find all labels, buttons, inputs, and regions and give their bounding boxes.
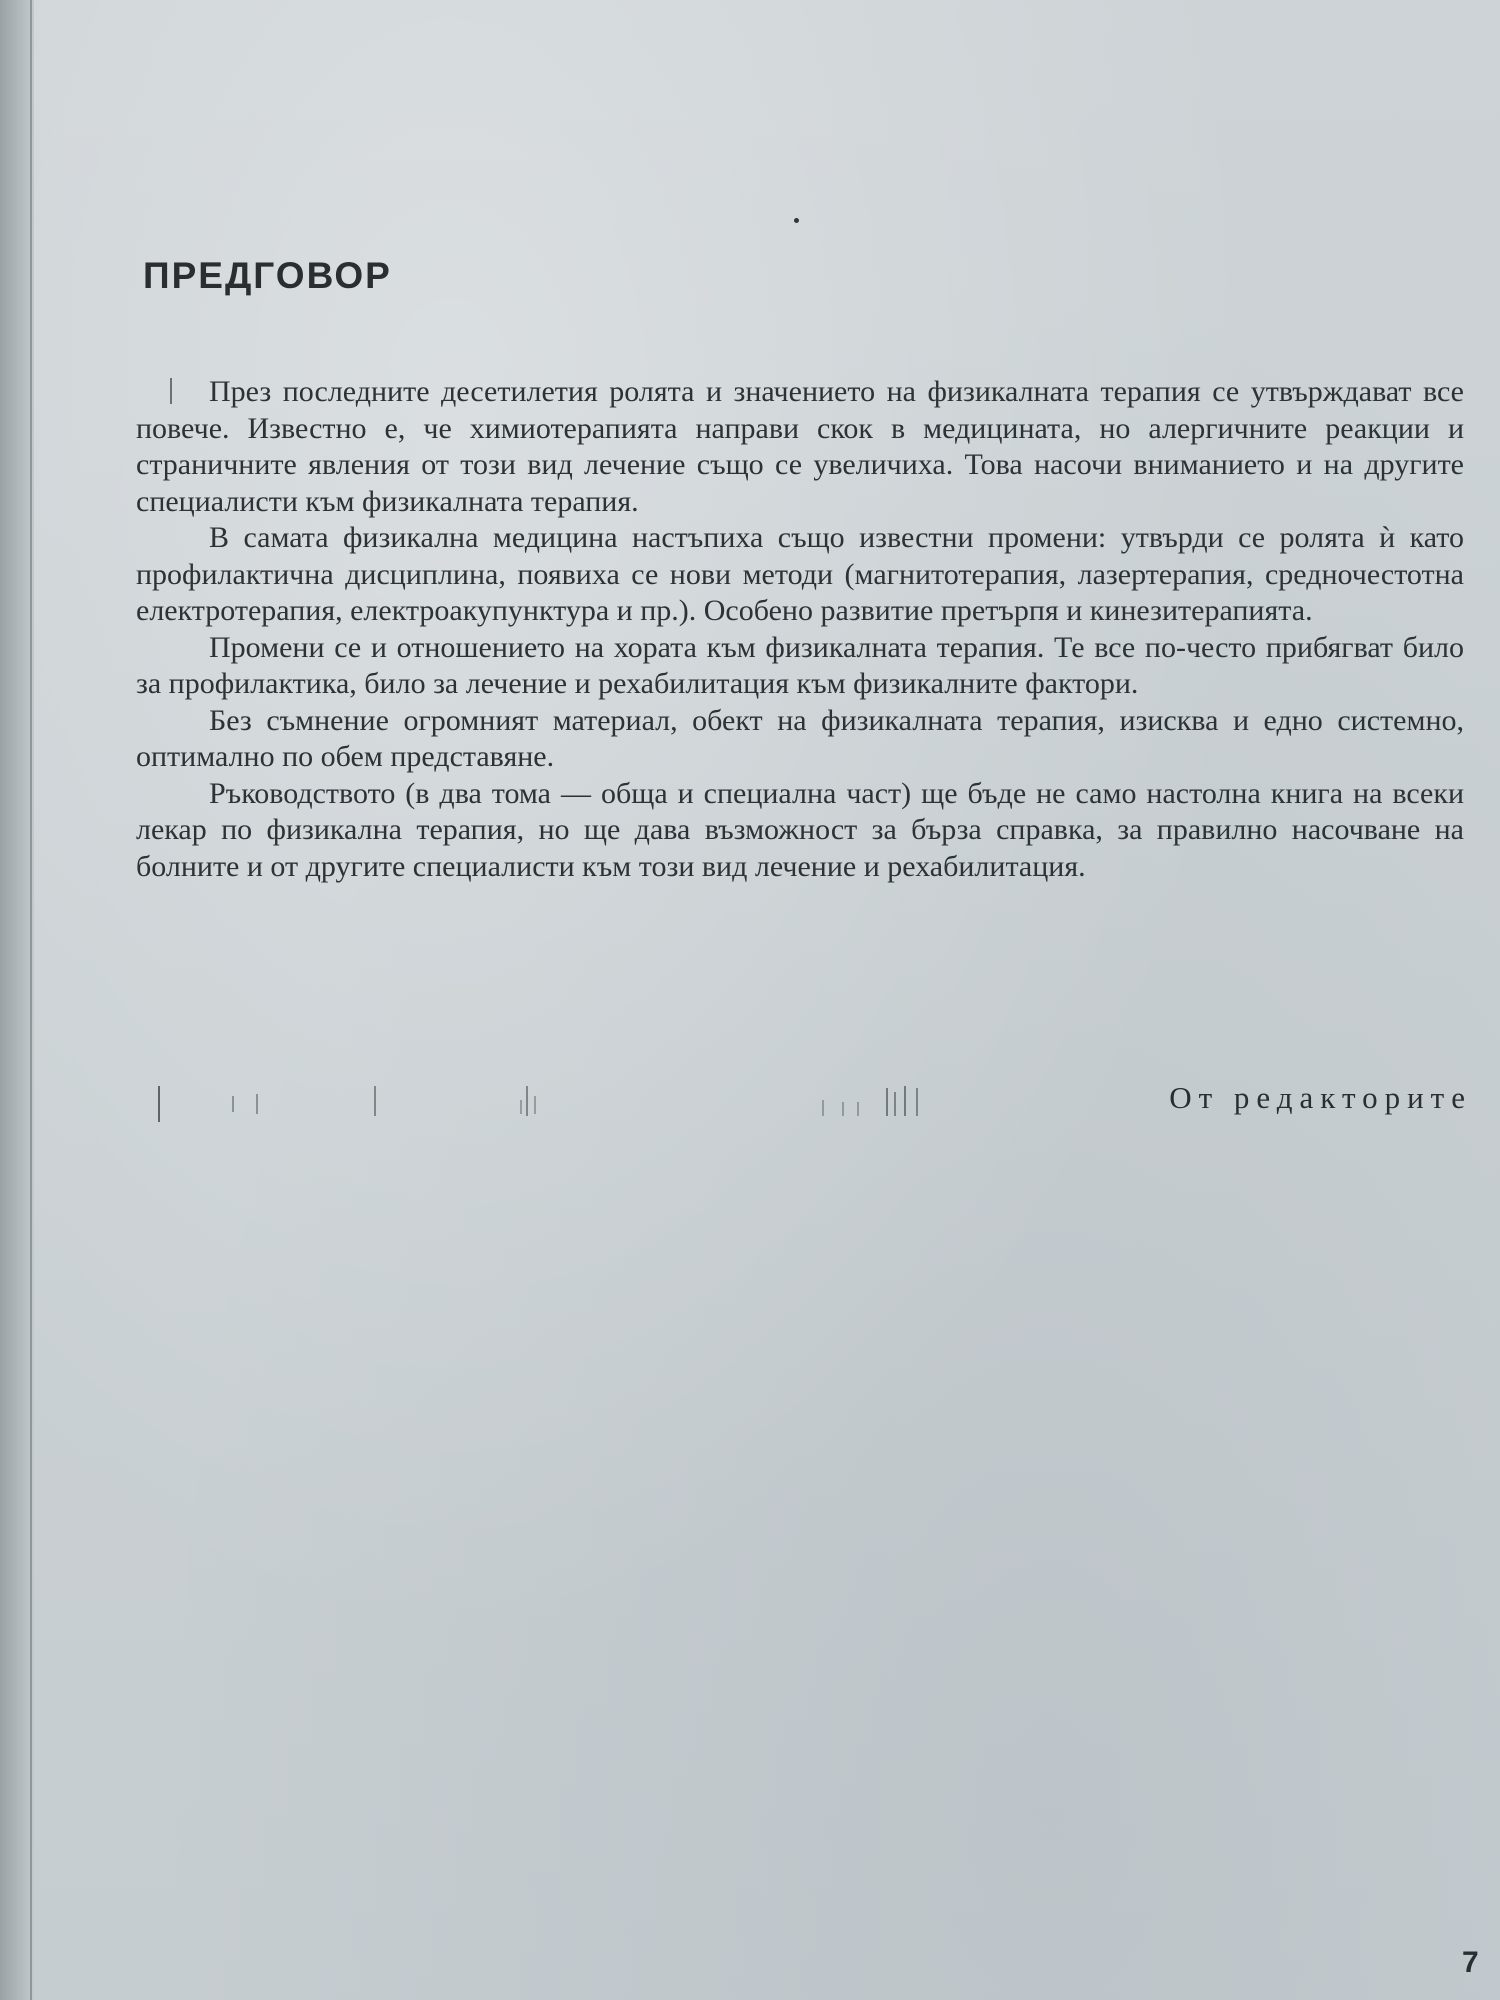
book-gutter [0,0,34,2000]
tick-mark [842,1102,844,1116]
signature: От редакторите [1169,1080,1472,1115]
signature-row [152,1080,1472,1130]
tick-mark [822,1100,824,1116]
page-title: ПРЕДГОВОР [143,255,392,296]
paragraph: Промени се и отношението на хората към физикалната терапия. Те все по-често прибягват било за профилактика, било за лечение и рехабилитация към физикалните фактори. [136,630,1464,700]
tick-mark [232,1096,234,1112]
tick-mark [534,1096,536,1114]
tick-mark [374,1086,376,1116]
tick-mark [520,1100,522,1114]
paragraph: В самата физикална медицина настъпиха също известни промени: утвърди се ролята ѝ като профилактична дисциплина, появиха се нови методи (магнитотерапия, лазертерапия, средночестотна електротерапия, електроакупунктура и пр.). Особено развитие претърпя и кинезитерапията. [136,521,1464,627]
tick-mark [886,1088,888,1116]
tick-mark [894,1092,896,1116]
tick-mark [916,1088,918,1116]
paragraph: Без съмнение огромният материал, обект на физикалната терапия, изисква и едно системно, оптимално по обем представяне. [136,703,1464,773]
body-text [136,374,1464,885]
tick-mark [256,1094,258,1114]
paragraph: Ръководството (в два тома — обща и специална част) ще бъде не само настолна книга на всеки лекар по физикална терапия, но ще дава възможност за бърза справка, за правилно насочване на болните и от другите специалисти към този вид лечение и рехабилитация. [136,776,1464,883]
tick-mark [158,1086,160,1122]
tick-mark [904,1086,906,1116]
gutter-line [30,0,32,2000]
paragraph: През последните десетилетия ролята и значението на физикалната терапия се утвърждават все повече. Известно е, че химиотерапията направи скок в медицината, но алергичните реакции и страничните явления от този вид лечение също се увеличиха. Това насочи вниманието и на другите специалисти към физикалната терапия. [136,375,1464,518]
ink-speck [794,218,799,223]
print-ticks [152,1086,1012,1126]
tick-mark [857,1102,859,1116]
tick-mark [526,1086,528,1116]
page-number: 7 [1462,1946,1479,1979]
